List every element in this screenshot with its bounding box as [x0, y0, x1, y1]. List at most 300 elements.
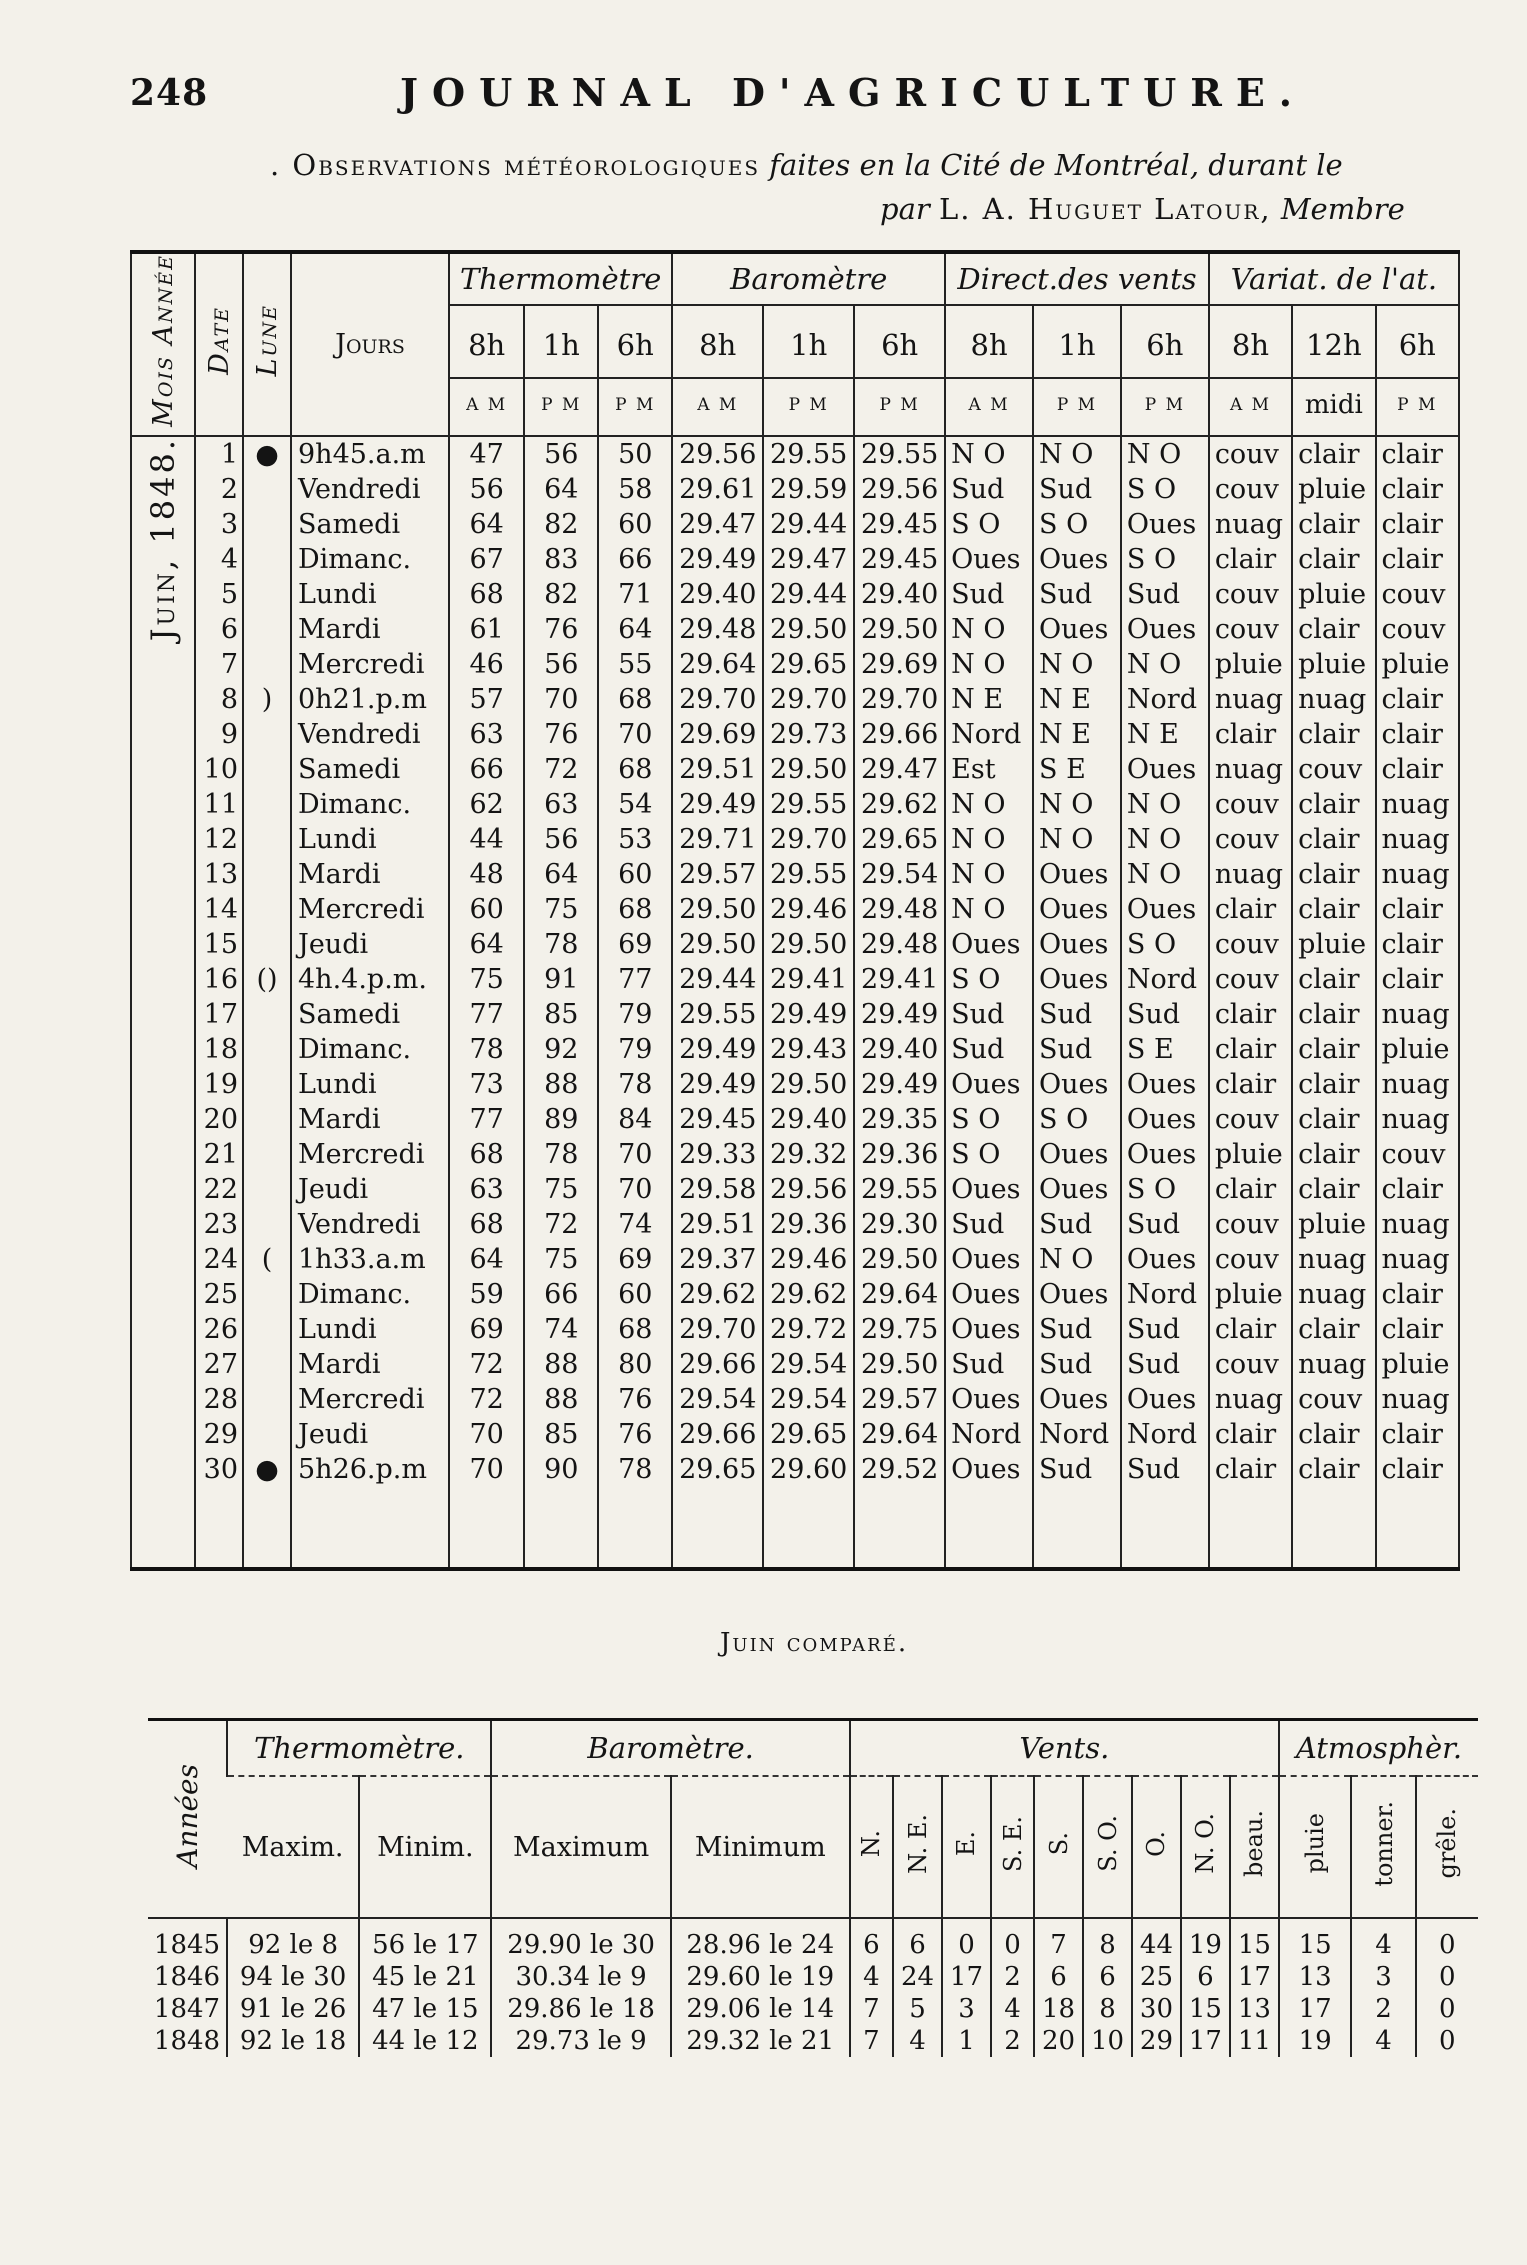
empty-cell: [854, 1487, 945, 1569]
wind-cell: Sud: [945, 1207, 1033, 1242]
atmosphere-cell: nuag: [1209, 752, 1292, 787]
wind-count-cell: 0: [991, 1918, 1034, 1961]
barometer-cell: 29.70: [672, 1312, 763, 1347]
ampm-header: A M: [1209, 378, 1292, 436]
barometer-cell: 29.55: [672, 997, 763, 1032]
barometer-cell: 29.49: [672, 1032, 763, 1067]
day-cell: Vendredi: [291, 717, 449, 752]
barometer-cell: 29.44: [763, 507, 854, 542]
atmosphere-cell: nuag: [1292, 1347, 1375, 1382]
temp-max-cell: 94 le 30: [227, 1961, 359, 1993]
temperature-cell: 69: [598, 1242, 672, 1277]
cmp-group-barometre: Baromètre.: [491, 1720, 849, 1777]
temperature-cell: 46: [449, 647, 524, 682]
moon-phase-cell: [243, 822, 291, 857]
atmosphere-cell: clair: [1292, 507, 1375, 542]
ampm-header: A M: [672, 378, 763, 436]
table-row: [131, 1312, 1459, 1347]
date-cell: 16: [195, 962, 243, 997]
temperature-cell: 75: [524, 1242, 598, 1277]
atmosphere-cell: clair: [1209, 542, 1292, 577]
hour-header: 6h: [1376, 305, 1459, 378]
moon-phase-cell: [243, 1312, 291, 1347]
atmo-count-cell: 0: [1416, 1918, 1478, 1961]
temp-max-cell: 92 le 8: [227, 1918, 359, 1961]
day-cell: Dimanc.: [291, 1032, 449, 1067]
atmosphere-cell: clair: [1292, 962, 1375, 997]
wind-cell: S O: [1033, 1102, 1121, 1137]
empty-cell: [598, 1487, 672, 1569]
table-row: [131, 1137, 1459, 1172]
wind-count-cell: 25: [1132, 1961, 1181, 1993]
wind-cell: Oues: [1121, 892, 1209, 927]
barometer-cell: 29.41: [763, 962, 854, 997]
temperature-cell: 78: [449, 1032, 524, 1067]
date-cell: 28: [195, 1382, 243, 1417]
temperature-cell: 79: [598, 1032, 672, 1067]
day-cell: Mardi: [291, 1102, 449, 1137]
group-atmosphere: Variat. de l'at.: [1209, 252, 1459, 305]
barometer-cell: 29.65: [672, 1452, 763, 1487]
atmosphere-cell: pluie: [1209, 647, 1292, 682]
wind-cell: Sud: [1121, 1207, 1209, 1242]
atmo-count-cell: 13: [1279, 1961, 1352, 1993]
barometer-cell: 29.46: [763, 892, 854, 927]
date-cell: 24: [195, 1242, 243, 1277]
moon-phase-cell: [243, 1032, 291, 1067]
table-row: [131, 997, 1459, 1032]
day-cell: Lundi: [291, 1312, 449, 1347]
table-row: [131, 1382, 1459, 1417]
barometer-cell: 29.54: [672, 1382, 763, 1417]
atmosphere-cell: clair: [1209, 717, 1292, 752]
barometer-cell: 29.45: [854, 507, 945, 542]
atmo-count-cell: 2: [1351, 1993, 1415, 2025]
atmosphere-cell: couv: [1209, 612, 1292, 647]
temperature-cell: 68: [598, 752, 672, 787]
moon-phase-cell: ●: [243, 436, 291, 472]
wind-cell: S O: [945, 1102, 1033, 1137]
wind-cell: S O: [945, 962, 1033, 997]
temperature-cell: 73: [449, 1067, 524, 1102]
empty-cell: [243, 1487, 291, 1569]
barometer-cell: 29.51: [672, 752, 763, 787]
wind-cell: Oues: [945, 542, 1033, 577]
temperature-cell: 60: [598, 507, 672, 542]
day-cell: Mardi: [291, 1347, 449, 1382]
temperature-cell: 54: [598, 787, 672, 822]
hour-header: 1h: [1033, 305, 1121, 378]
baro-max-cell: 29.90 le 30: [491, 1918, 670, 1961]
temperature-cell: 77: [598, 962, 672, 997]
temperature-cell: 69: [598, 927, 672, 962]
wind-cell: Sud: [1033, 1207, 1121, 1242]
temperature-cell: 74: [524, 1312, 598, 1347]
atmosphere-cell: couv: [1292, 752, 1375, 787]
atmo-count-cell: 11: [1230, 2025, 1279, 2057]
wind-count-cell: 5: [893, 1993, 942, 2025]
group-thermometre: Thermomètre: [449, 252, 672, 305]
atmo-count-cell: 15: [1279, 1918, 1352, 1961]
wind-count-cell: 1: [942, 2025, 991, 2057]
baro-max-cell: 30.34 le 9: [491, 1961, 670, 1993]
wind-cell: N E: [945, 682, 1033, 717]
atmosphere-cell: clair: [1376, 1452, 1459, 1487]
baro-min-cell: 29.32 le 21: [671, 2025, 850, 2057]
wind-count-cell: 17: [942, 1961, 991, 1993]
table-row: [131, 1417, 1459, 1452]
temperature-cell: 72: [449, 1347, 524, 1382]
atmosphere-cell: couv: [1209, 1102, 1292, 1137]
wind-cell: Oues: [945, 1172, 1033, 1207]
temperature-cell: 44: [449, 822, 524, 857]
barometer-cell: 29.66: [672, 1347, 763, 1382]
day-cell: Mercredi: [291, 1382, 449, 1417]
table-row: [131, 436, 1459, 472]
day-cell: Mardi: [291, 612, 449, 647]
barometer-cell: 29.50: [854, 1242, 945, 1277]
day-cell: Mercredi: [291, 1137, 449, 1172]
atmosphere-cell: clair: [1209, 1417, 1292, 1452]
temperature-cell: 78: [524, 927, 598, 962]
temperature-cell: 66: [598, 542, 672, 577]
wind-cell: Sud: [1033, 472, 1121, 507]
wind-cell: Oues: [945, 1277, 1033, 1312]
atmosphere-cell: clair: [1376, 682, 1459, 717]
hour-header: 8h: [672, 305, 763, 378]
moon-phase-cell: ): [243, 682, 291, 717]
wind-count-cell: 20: [1034, 2025, 1083, 2057]
moon-phase-cell: [243, 787, 291, 822]
table-row: [131, 682, 1459, 717]
temperature-cell: 89: [524, 1102, 598, 1137]
barometer-cell: 29.45: [672, 1102, 763, 1137]
date-cell: 10: [195, 752, 243, 787]
wind-count-cell: 4: [893, 2025, 942, 2057]
temperature-cell: 92: [524, 1032, 598, 1067]
temperature-cell: 88: [524, 1382, 598, 1417]
atmosphere-cell: couv: [1376, 612, 1459, 647]
barometer-cell: 29.55: [763, 787, 854, 822]
temperature-cell: 72: [524, 752, 598, 787]
wind-cell: S E: [1033, 752, 1121, 787]
wind-cell: N E: [1033, 682, 1121, 717]
date-cell: 14: [195, 892, 243, 927]
barometer-cell: 29.55: [763, 857, 854, 892]
day-cell: Jeudi: [291, 1172, 449, 1207]
barometer-cell: 29.69: [854, 647, 945, 682]
barometer-cell: 29.52: [854, 1452, 945, 1487]
atmo-header: beau.: [1230, 1776, 1279, 1918]
sub-minim: Minim.: [359, 1776, 491, 1918]
wind-count-cell: 6: [893, 1918, 942, 1961]
barometer-cell: 29.30: [854, 1207, 945, 1242]
atmosphere-cell: pluie: [1209, 1137, 1292, 1172]
wind-cell: Sud: [945, 997, 1033, 1032]
atmosphere-cell: pluie: [1376, 1347, 1459, 1382]
temperature-cell: 85: [524, 997, 598, 1032]
table-row: [131, 1207, 1459, 1242]
wind-count-cell: 10: [1083, 2025, 1132, 2057]
temperature-cell: 75: [524, 1172, 598, 1207]
atmosphere-cell: couv: [1376, 1137, 1459, 1172]
wind-cell: Oues: [1033, 1172, 1121, 1207]
barometer-cell: 29.35: [854, 1102, 945, 1137]
atmosphere-cell: clair: [1376, 1172, 1459, 1207]
compare-row: [148, 2025, 1478, 2057]
wind-cell: Oues: [1033, 1067, 1121, 1102]
atmosphere-cell: clair: [1209, 1312, 1292, 1347]
moon-phase-cell: [243, 542, 291, 577]
table-row: [131, 1102, 1459, 1137]
atmosphere-cell: clair: [1376, 927, 1459, 962]
temperature-cell: 76: [598, 1417, 672, 1452]
sub-minimum: Minimum: [671, 1776, 850, 1918]
running-head: JOURNAL D'AGRICULTURE.: [400, 70, 1307, 115]
table-row: [131, 1347, 1459, 1382]
temperature-cell: 78: [598, 1067, 672, 1102]
wind-cell: N O: [945, 857, 1033, 892]
day-cell: Mercredi: [291, 892, 449, 927]
ampm-header: P M: [1121, 378, 1209, 436]
wind-count-cell: 0: [942, 1918, 991, 1961]
empty-cell: [1121, 1487, 1209, 1569]
atmosphere-cell: nuag: [1209, 682, 1292, 717]
moon-phase-cell: [243, 1382, 291, 1417]
wind-cell: Sud: [945, 1347, 1033, 1382]
temperature-cell: 70: [598, 1137, 672, 1172]
day-cell: Dimanc.: [291, 542, 449, 577]
barometer-cell: 29.44: [763, 577, 854, 612]
temperature-cell: 63: [449, 1172, 524, 1207]
atmo-count-cell: 0: [1416, 1961, 1478, 1993]
date-cell: 23: [195, 1207, 243, 1242]
moon-phase-cell: [243, 1417, 291, 1452]
table-row: [131, 927, 1459, 962]
barometer-cell: 29.50: [854, 612, 945, 647]
wind-cell: Oues: [945, 1382, 1033, 1417]
wind-cell: N O: [945, 892, 1033, 927]
wind-cell: S O: [945, 1137, 1033, 1172]
wind-cell: Sud: [1033, 1032, 1121, 1067]
temperature-cell: 75: [449, 962, 524, 997]
barometer-cell: 29.47: [672, 507, 763, 542]
temperature-cell: 68: [598, 682, 672, 717]
wind-cell: S O: [1121, 1172, 1209, 1207]
table-row: [131, 752, 1459, 787]
wind-cell: Sud: [1121, 1347, 1209, 1382]
date-cell: 8: [195, 682, 243, 717]
wind-cell: Oues: [1033, 962, 1121, 997]
atmo-count-cell: 3: [1351, 1961, 1415, 1993]
compare-row: [148, 1993, 1478, 2025]
temperature-cell: 62: [449, 787, 524, 822]
atmosphere-cell: nuag: [1209, 1382, 1292, 1417]
atmosphere-cell: nuag: [1292, 1242, 1375, 1277]
temperature-cell: 85: [524, 1417, 598, 1452]
atmo-header: tonner.: [1351, 1776, 1415, 1918]
temperature-cell: 56: [449, 472, 524, 507]
barometer-cell: 29.70: [763, 822, 854, 857]
atmosphere-cell: couv: [1209, 436, 1292, 472]
table-row: [131, 1452, 1459, 1487]
wind-cell: N O: [945, 436, 1033, 472]
wind-cell: Oues: [1121, 1242, 1209, 1277]
barometer-cell: 29.62: [854, 787, 945, 822]
date-cell: 15: [195, 927, 243, 962]
compare-title: Juin comparé.: [720, 1628, 909, 1658]
date-cell: 2: [195, 472, 243, 507]
baro-min-cell: 29.60 le 19: [671, 1961, 850, 1993]
wind-count-cell: 15: [1181, 1993, 1230, 2025]
barometer-cell: 29.32: [763, 1137, 854, 1172]
wind-cell: Sud: [1121, 1452, 1209, 1487]
barometer-cell: 29.65: [854, 822, 945, 857]
table-row: [131, 542, 1459, 577]
temperature-cell: 71: [598, 577, 672, 612]
temperature-cell: 68: [598, 1312, 672, 1347]
wind-count-cell: 2: [991, 1961, 1034, 1993]
moon-phase-cell: (): [243, 962, 291, 997]
wind-count-cell: 7: [850, 2025, 893, 2057]
barometer-cell: 29.50: [672, 892, 763, 927]
temperature-cell: 63: [449, 717, 524, 752]
temp-max-cell: 92 le 18: [227, 2025, 359, 2057]
barometer-cell: 29.50: [672, 927, 763, 962]
date-cell: 11: [195, 787, 243, 822]
atmosphere-cell: nuag: [1376, 1382, 1459, 1417]
barometer-cell: 29.49: [672, 1067, 763, 1102]
date-cell: 13: [195, 857, 243, 892]
barometer-cell: 29.70: [672, 682, 763, 717]
day-cell: 1h33.a.m: [291, 1242, 449, 1277]
date-cell: 3: [195, 507, 243, 542]
day-cell: Samedi: [291, 752, 449, 787]
barometer-cell: 29.57: [672, 857, 763, 892]
barometer-cell: 29.50: [763, 612, 854, 647]
moon-phase-cell: ●: [243, 1452, 291, 1487]
barometer-cell: 29.43: [763, 1032, 854, 1067]
day-cell: 9h45.a.m: [291, 436, 449, 472]
temperature-cell: 90: [524, 1452, 598, 1487]
temperature-cell: 61: [449, 612, 524, 647]
wind-cell: S O: [1121, 927, 1209, 962]
wind-cell: Oues: [1121, 1067, 1209, 1102]
empty-cell: [945, 1487, 1033, 1569]
moon-phase-cell: [243, 1137, 291, 1172]
moon-phase-cell: [243, 1067, 291, 1102]
cmp-group-atmosphere: Atmosphèr.: [1279, 1720, 1478, 1777]
day-cell: Lundi: [291, 1067, 449, 1102]
wind-cell: N O: [1121, 436, 1209, 472]
wind-cell: Oues: [1033, 542, 1121, 577]
atmosphere-cell: nuag: [1209, 857, 1292, 892]
wind-cell: S E: [1121, 1032, 1209, 1067]
barometer-cell: 29.47: [854, 752, 945, 787]
wind-cell: Nord: [1033, 1417, 1121, 1452]
temperature-cell: 67: [449, 542, 524, 577]
barometer-cell: 29.65: [763, 647, 854, 682]
barometer-cell: 29.73: [763, 717, 854, 752]
hour-header: 6h: [598, 305, 672, 378]
hour-header: 8h: [1209, 305, 1292, 378]
atmosphere-cell: clair: [1292, 857, 1375, 892]
day-cell: Lundi: [291, 577, 449, 612]
table-title: [270, 148, 1343, 182]
empty-row: [131, 1487, 1459, 1569]
atmosphere-cell: couv: [1209, 962, 1292, 997]
page-number: 248: [130, 72, 209, 114]
atmo-header: grêle.: [1416, 1776, 1478, 1918]
temperature-cell: 76: [598, 1382, 672, 1417]
col-annees: Années: [148, 1720, 227, 1919]
temperature-cell: 68: [449, 1207, 524, 1242]
temp-min-cell: 45 le 21: [359, 1961, 491, 1993]
wind-cell: Oues: [1121, 1382, 1209, 1417]
wind-cell: Oues: [1033, 1382, 1121, 1417]
wind-cell: S O: [1121, 542, 1209, 577]
wind-count-cell: 24: [893, 1961, 942, 1993]
wind-cell: Oues: [1033, 1277, 1121, 1312]
wind-count-cell: 17: [1181, 2025, 1230, 2057]
table-row: [131, 472, 1459, 507]
barometer-cell: 29.60: [763, 1452, 854, 1487]
wind-cell: Nord: [945, 1417, 1033, 1452]
baro-min-cell: 28.96 le 24: [671, 1918, 850, 1961]
atmosphere-cell: nuag: [1292, 682, 1375, 717]
table-row: [131, 647, 1459, 682]
temp-min-cell: 47 le 15: [359, 1993, 491, 2025]
wind-count-cell: 44: [1132, 1918, 1181, 1961]
temperature-cell: 76: [524, 717, 598, 752]
atmosphere-cell: clair: [1376, 1417, 1459, 1452]
temperature-cell: 80: [598, 1347, 672, 1382]
wind-count-cell: 3: [942, 1993, 991, 2025]
moon-phase-cell: [243, 1347, 291, 1382]
temperature-cell: 47: [449, 436, 524, 472]
atmosphere-cell: clair: [1209, 892, 1292, 927]
table-row: [131, 717, 1459, 752]
weather-observations-table: [130, 250, 1460, 1571]
ampm-header: midi: [1292, 378, 1375, 436]
atmosphere-cell: clair: [1292, 612, 1375, 647]
temperature-cell: 72: [449, 1382, 524, 1417]
date-cell: 18: [195, 1032, 243, 1067]
wind-cell: Nord: [1121, 682, 1209, 717]
month-year-label: [131, 436, 195, 1569]
temperature-cell: 83: [524, 542, 598, 577]
barometer-cell: 29.55: [854, 1172, 945, 1207]
date-cell: 4: [195, 542, 243, 577]
temperature-cell: 64: [449, 927, 524, 962]
wind-cell: Oues: [1121, 507, 1209, 542]
moon-phase-cell: [243, 612, 291, 647]
atmosphere-cell: pluie: [1292, 1207, 1375, 1242]
barometer-cell: 29.71: [672, 822, 763, 857]
barometer-cell: 29.49: [672, 542, 763, 577]
atmosphere-cell: clair: [1292, 1312, 1375, 1347]
wind-cell: Sud: [1121, 997, 1209, 1032]
temperature-cell: 75: [524, 892, 598, 927]
temperature-cell: 84: [598, 1102, 672, 1137]
compare-row: [148, 1961, 1478, 1993]
temperature-cell: 60: [449, 892, 524, 927]
wind-cell: Oues: [945, 927, 1033, 962]
wind-cell: Sud: [1033, 577, 1121, 612]
ampm-header: P M: [598, 378, 672, 436]
moon-phase-cell: [243, 717, 291, 752]
table-row: [131, 507, 1459, 542]
